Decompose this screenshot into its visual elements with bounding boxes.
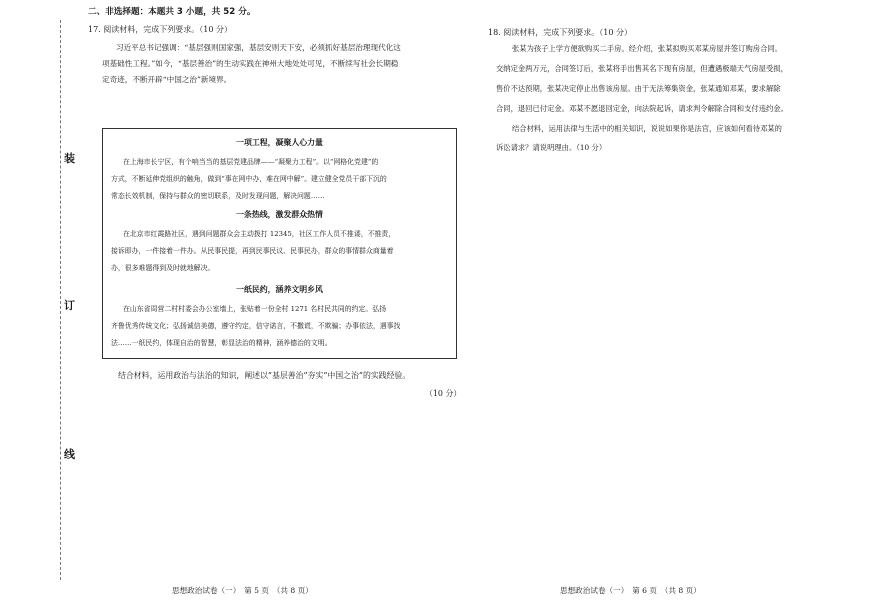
material-line: 在山东省周营二村村委会办公室墙上，张贴着一份全村 1271 名村民共同的约定。弘扬 — [123, 305, 387, 313]
question-17-task: 结合材料，运用政治与法治的知识，阐述以“基层善治”夯实“中国之治”的实践经验。 — [118, 371, 411, 380]
material-box — [102, 128, 457, 359]
question-17-score: （10 分） — [425, 389, 462, 398]
material-line: 在北京市红霞路社区，遇到问题群众会主动拨打 12345，社区工作人员不推诿，不推责， — [123, 230, 396, 238]
left-page-footer: 思想政治试卷（一） 第 5 页 （共 8 页） — [172, 586, 313, 595]
material-line: 常态长效机制，保持与群众的密切联系，及时发现问题，解决问题…… — [111, 192, 325, 200]
material-heading: 一条热线，激发群众热情 — [236, 210, 323, 219]
intro-line: 习近平总书记强调：“基层强则国家强，基层安则天下安，必须抓好基层治理现代化这 — [116, 43, 401, 52]
binding-char-ding: 订 — [64, 299, 75, 312]
q18-line: 交纳定金两万元，合同签订后，张某将手出售其名下现有房屋，但遭遇极端天气房屋受损， — [496, 64, 788, 73]
material-line: 办，很多难题得到及时就地解决。 — [111, 264, 215, 272]
q18-line: 诉讼请求？请说明理由。（10 分） — [496, 143, 607, 152]
material-line: 法……一纸民约，体现自治的智慧，彰显法治的精神，涵养德治的文明。 — [111, 339, 332, 347]
binding-dashed-line — [60, 20, 61, 580]
material-heading: 一纸民约，涵养文明乡风 — [236, 285, 323, 294]
question-18-title: 18. 阅读材料，完成下列要求。（10 分） — [488, 28, 632, 37]
material-line: 接诉即办，一件接着一件办。从民事民提，再到民事民议、民事民办，群众的事情群众商量着 — [111, 247, 394, 255]
material-line: 在上海市长宁区，有个响当当的基层党建品牌——“凝聚力工程”。以“网格化党建”的 — [123, 158, 379, 166]
section-title: 二、非选择题：本题共 3 小题，共 52 分。 — [88, 7, 256, 17]
right-page-footer: 思想政治试卷（一） 第 6 页 （共 8 页） — [560, 586, 701, 595]
q18-line: 售价不达预期，张某决定停止出售该房屋。由于无法筹集资金，张某通知邓某，要求解除 — [496, 84, 781, 93]
question-17-title: 17. 阅读材料，完成下列要求。（10 分） — [88, 25, 232, 34]
material-line: 方式，不断延伸党组织的触角，做到“事在网中办，难在网中解”。建立健全党员干部下沉的 — [111, 175, 387, 183]
binding-char-zhuang: 装 — [64, 152, 75, 165]
intro-line: 项基础性工程。”如今，“基层善治”的生动实践在神州大地处处可见，不断续写社会长期稳 — [102, 59, 399, 68]
q18-line: 结合材料，运用法律与生活中的相关知识，说说如果你是法官，应该如何看待邓某的 — [512, 124, 782, 133]
binding-char-xian: 线 — [64, 448, 75, 461]
left-page — [80, 0, 460, 603]
q18-line: 张某为孩子上学方便欲购买二手房。经介绍，张某拟购买邓某房屋并签订购房合同。 — [512, 44, 782, 53]
material-line: 齐鲁优秀传统文化；弘扬诚信美德，遵守约定，信守诺言，不撒谎，不欺骗；办事依法，遇事找 — [111, 322, 401, 330]
right-page — [482, 0, 852, 603]
q18-line: 合同，退回已付定金。邓某不愿退回定金，向法院起诉，请求判令解除合同和支付违约金。 — [496, 104, 788, 113]
binding-margin — [0, 0, 75, 603]
material-heading: 一项工程，凝聚人心力量 — [236, 138, 323, 147]
intro-line: 定奇迹，不断开辟“中国之治”新境界。 — [102, 75, 232, 84]
